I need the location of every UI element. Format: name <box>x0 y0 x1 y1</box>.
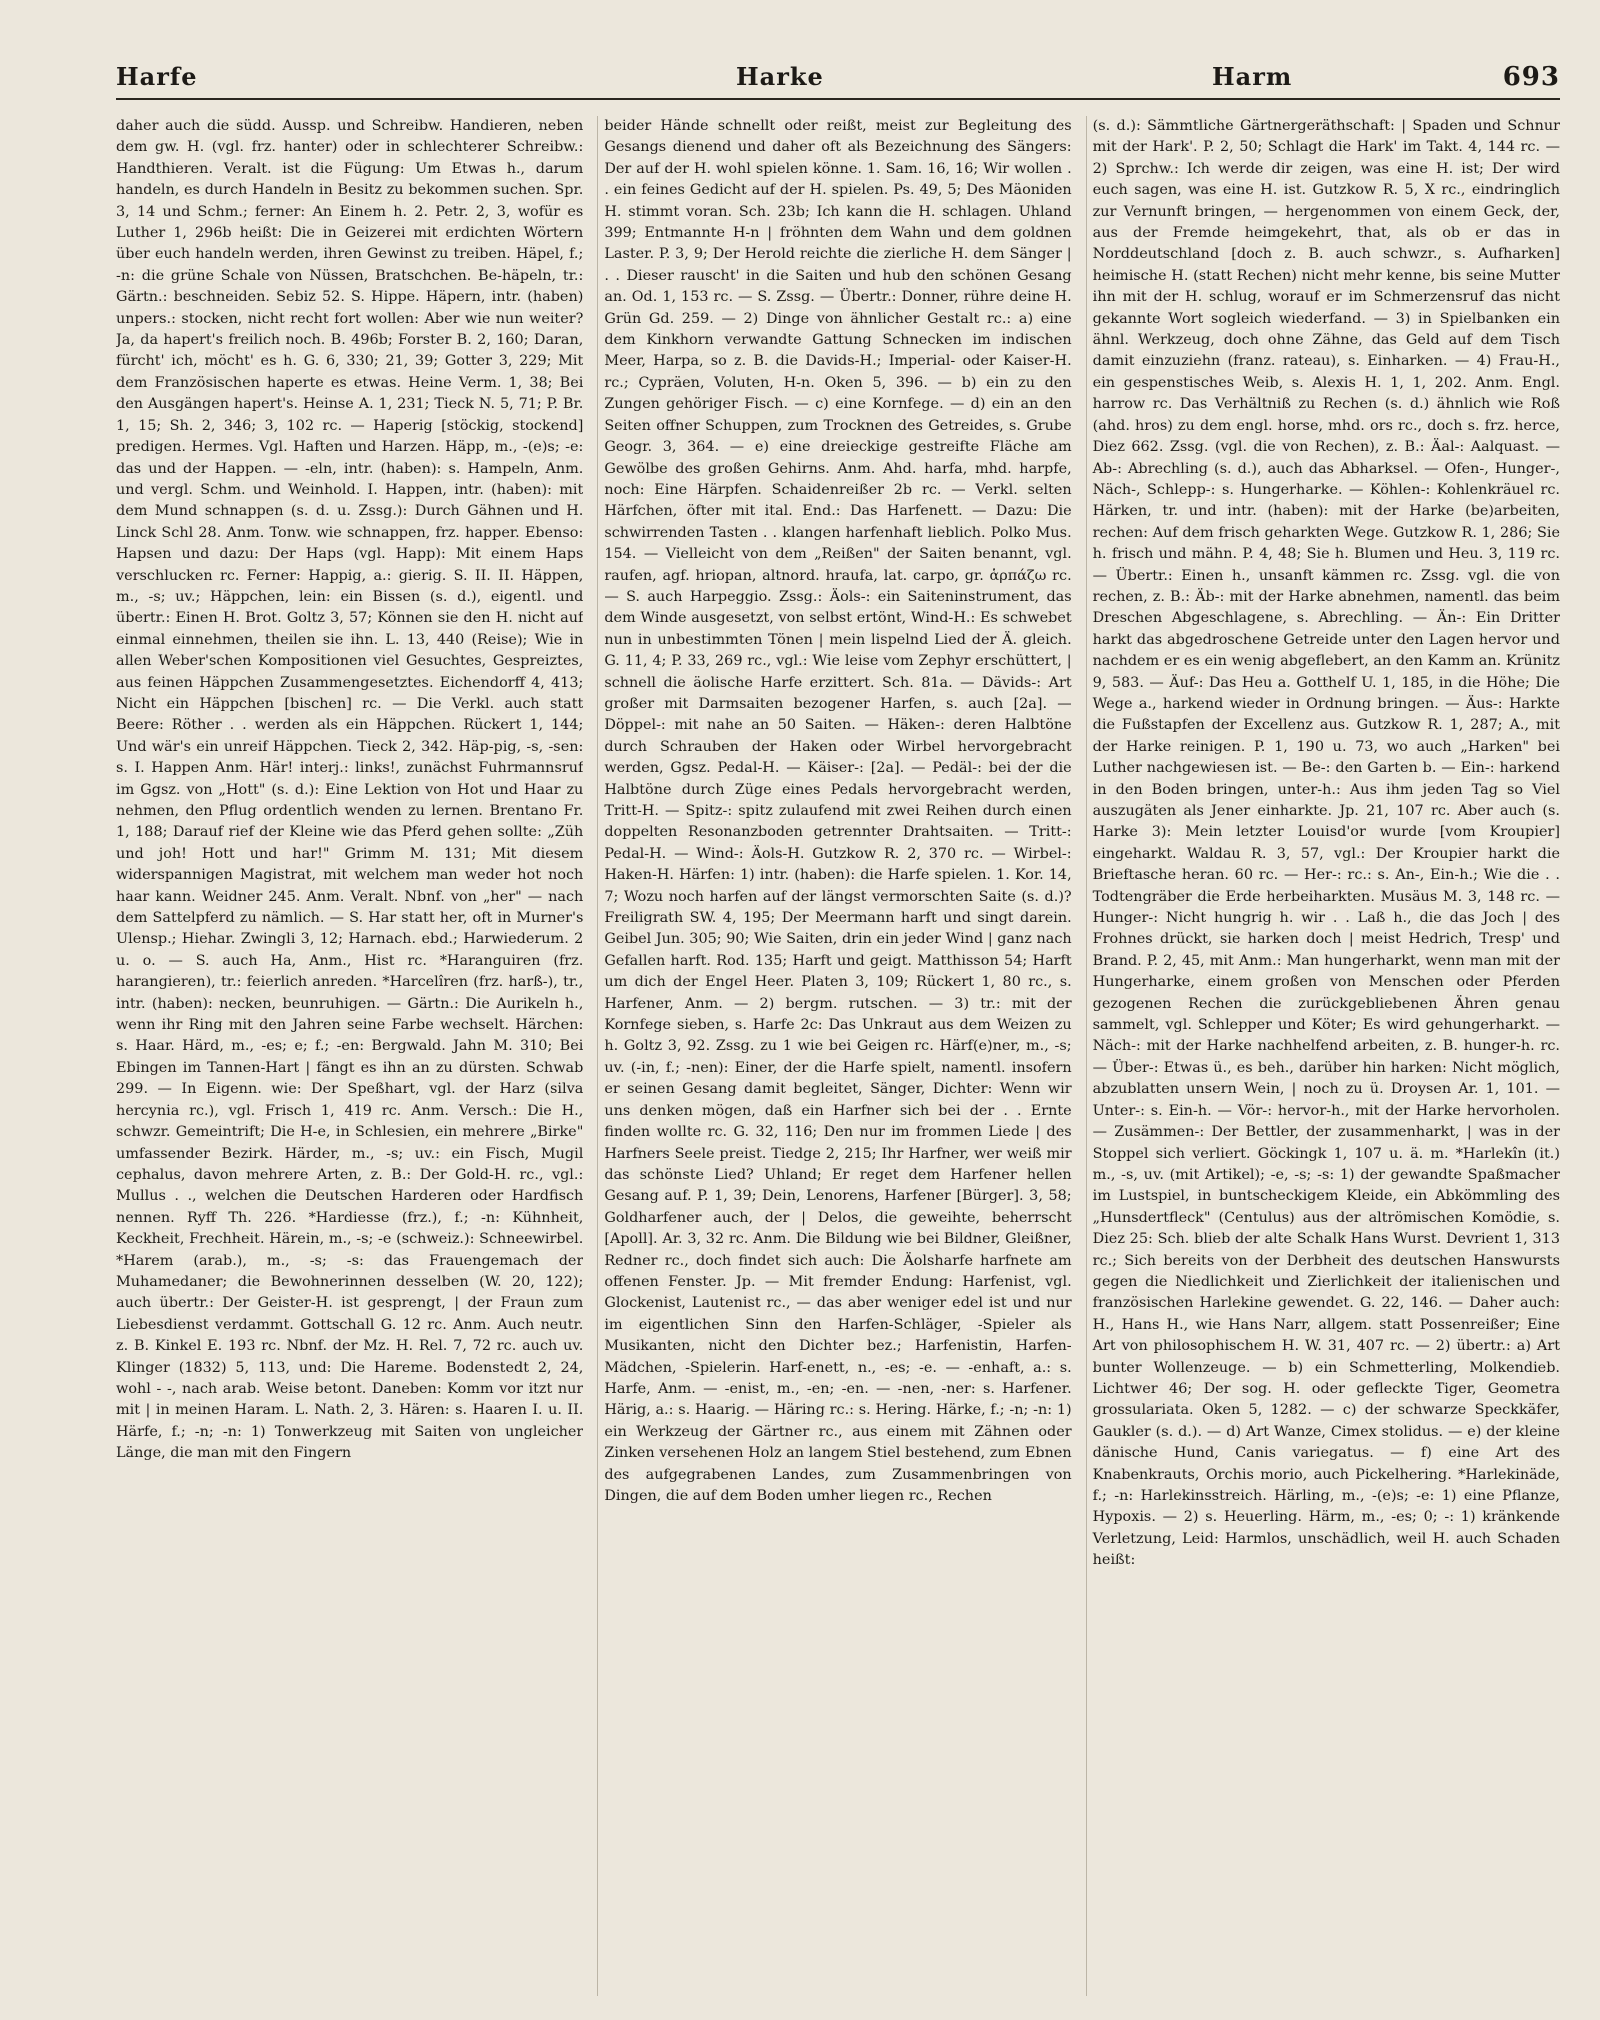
column-text: daher auch die südd. Aussp. und Schreibw. Handieren, neben dem gw. H. (vgl. frz. hanter) oder in schlechterer Schreibw.: Handthieren. Veralt. ist die Fügung: Um Etwas h., darum handeln, es durch Handeln in Besitz zu bekommen suchen. Spr. 3, 14 und Schm.; ferner: An Einem h. 2. Petr. 2, 3, wofür es Luther 1, 296b heißt: Die in Geizerei mit erdichten Wörtern über euch handeln werden, ihren Gewinst zu treiben. Häpel, f.; -n: die grüne Schale von Nüssen, Bratschchen. Be-häpeln, tr.: Gärtn.: beschneiden. Sebiz 52. S. Hippe. Häpern, intr. (haben) unpers.: stocken, nicht recht fort wollen: Aber wie nun weiter? Ja, da hapert's freilich noch. B. 496b; Forster B. 2, 160; Daran, fürcht' ich, möcht' es h. G. 6, 330; 21, 39; Gotter 3, 229; Mit dem Französischen haperte es etwas. Heine Verm. 1, 38; Bei den Ausgängen hapert's. Heinse A. 1, 231; Tieck N. 5, 71; P. Br. 1, 15; Sh. 2, 346; 3, 102 rc. — Haperig [stöckig, stockend] predigen. Hermes. Vgl. Haften und Harzen. Häpp, m., -(e)s; -e: das und der Happen. — -eln, intr. (haben): s. Hampeln, Anm. und vergl. Schm. und Weinhold. I. Happen, intr. (haben): mit dem Mund schnappen (s. d. u. Zssg.): Durch Gähnen und H. Linck Schl 28. Anm. Tonw. wie schnappen, frz. happer. Ebenso: Hapsen und dazu: Der Haps (vgl. Happ): Mit einem Haps verschlucken rc. Ferner: Happig, a.: gierig. S. II. II. Häppen, m., -s; uv.; Häppchen, lein: ein Bissen (s. d.), eigentl. und übertr.: Einen H. Brot. Goltz 3, 57; Können sie den H. nicht auf einmal einnehmen, theilen sie ihn. L. 13, 440 (Reise); Wie in allen Weber'schen Kompositionen viel Gesuchtes, Gespreiztes, aus feinen Häppchen Zusammengesetztes. Eichendorff 4, 413; Nicht ein Häppchen [bischen] rc. — Die Verkl. auch statt Beere: Röther . . werden als ein Häppchen. Rückert 1, 144; Und wär's ein unreif Häppchen. Tieck 2, 342. Häp-pig, -s, -sen: s. I. Happen Anm. Här! interj.: links!, zunächst Fuhrmannsruf im Ggsz. von „Hott" (s. d.): Eine Lektion von Hot und Haar zu nehmen, den Pflug ordentlich wenden zu lernen. Brentano Fr. 1, 188; Darauf rief der Kleine wie das Pferd gehen sollte: „Züh und joh! Hott und har!" Grimm M. 131; Mit diesem widerspannigen Magistrat, mit welchem man weder hot noch haar kann. Weidner 245. Anm. Veralt. Nbnf. von „her" — nach dem Sattelpferd zu nämlich. — S. Har statt her, oft in Murner's Ulensp.; Hiehar. Zwingli 3, 12; Harnach. ebd.; Harwiederum. 2 u. o. — S. auch Ha, Anm., Hist rc. *Haranguiren (frz. harangieren), tr.: feierlich anreden. *Harcelîren (frz. harß-), tr., intr. (haben): necken, beunruhigen. — Gärtn.: Die Aurikeln h., wenn ihr Ring mit den Jahren seine Farbe wechselt. Härchen: s. Haar. Härd, m., -es; e; f.; -en: Bergwald. Jahn M. 310; Bei Ebingen im Tannen-Hart | fängt es ihn an zu dürsten. Schwab 299. — In Eigenn. wie: Der Speßhart, vgl. der Harz (silva hercynia rc.), vgl. Frisch 1, 419 rc. Anm. Versch.: Die H., schwzr. Gemeintrift; Die H-e, in Schlesien, ein mehrere „Birke" umfassender Bezirk. Härder, m., -s; uv.: ein Fisch, Mugil cephalus, davon mehrere Arten, z. B.: Der Gold-H. rc., vgl.: Mullus . ., welchen die Deutschen Harderen oder Hardfisch nennen. Ryff Th. 226. *Hardiesse (frz.), f.; -n: Kühnheit, Keckheit, Frechheit. Härein, m., -s; -e (schweiz.): Schneewirbel. *Harem (arab.), m., -s; -s: das Frauengemach der Muhamedaner; die Bewohnerinnen desselben (W. 20, 122); auch übertr.: Der Geister-H. ist gesprengt, | der Fraun zum Liebesdienst verdammt. Gottschall G. 12 rc. Anm. Auch neutr. z. B. Kinkel E. 193 rc. Nbnf. der Mz. H. Rel. 7, 72 rc. auch uv. Klinger (1832) 5, 113, und: Die Hareme. Bodenstedt 2, 24, wohl - -, nach arab. Weise betont. Daneben: Komm vor itzt nur mit | in meinen Haram. L. Nath. 2, 3. Hären: s. Haaren I. u. II. Härfe, f.; -n; -n: 1) Tonwerkzeug mit Saiten von ungleicher Länge, die man mit den Fingern <box>116 118 584 1462</box>
center-guide-word: Harke <box>736 62 824 91</box>
left-guide-word: Harfe <box>116 62 198 91</box>
column-text: beider Hände schnellt oder reißt, meist zur Begleitung des Gesangs dienend und daher oft als Bezeichnung des Sängers: Der auf der H. wohl spielen könne. 1. Sam. 16, 16; Wir wollen . . ein feines Gedicht auf der H. spielen. Ps. 49, 5; Des Mäoniden H. stimmt voran. Sch. 23b; Ich kann die H. schlagen. Uhland 399; Entmannte H-n | fröhnten dem Wahn und dem goldnen Laster. P. 3, 9; Der Herold reichte die zierliche H. dem Sänger | . . Dieser rauscht' in die Saiten und hub den schönen Gesang an. Od. 1, 153 rc. — S. Zssg. — Übertr.: Donner, rühre deine H. Grün Gd. 259. — 2) Dinge von ähnlicher Gestalt rc.: a) eine dem Kinkhorn verwandte Gattung Schnecken im indischen Meer, Harpa, so z. B. die Davids-H.; Imperial- oder Kaiser-H. rc.; Cypräen, Voluten, H-n. Oken 5, 396. — b) ein zu den Zungen gehöriger Fisch. — c) eine Kornfege. — d) ein an den Seiten offner Schuppen, zum Trocknen des Getreides, s. Grube Geogr. 3, 364. — e) eine dreieckige gestreifte Fläche am Gewölbe des großen Gehirns. Anm. Ahd. harfa, mhd. harpfe, noch: Eine Härpfen. Schaidenreißer 2b rc. — Verkl. selten Härfchen, öfter mit ital. End.: Das Harfenett. — Dazu: Die schwirrenden Tasten . . klangen harfenhaft lieblich. Polko Mus. 154. — Vielleicht von dem „Reißen" der Saiten benannt, vgl. raufen, agf. hriopan, altnord. hraufa, lat. carpo, gr. ἁρπάζω rc. — S. auch Harpeggio. Zssg.: Äols-: ein Saiteninstrument, das dem Winde ausgesetzt, von selbst ertönt, Wind-H.: Es schwebet nun in unbestimmten Tönen | mein lispelnd Lied der Ä. gleich. G. 11, 4; P. 33, 269 rc., vgl.: Wie leise vom Zephyr erschüttert, | schnell die äolische Harfe erzittert. Sch. 81a. — Dävids-: Art großer mit Darmsaiten bezogener Harfen, s. auch [2a]. — Döppel-: mit nahe an 50 Saiten. — Häken-: deren Halbtöne durch Schrauben der Haken oder Wirbel hervorgebracht werden, Ggsz. Pedal-H. — Käiser-: [2a]. — Pedäl-: bei der die Halbtöne durch Züge eines Pedals hervorgebracht werden, Tritt-H. — Spitz-: spitz zulaufend mit zwei Reihen durch einen doppelten Resonanzboden getrennter Drahtsaiten. — Tritt-: Pedal-H. — Wind-: Äols-H. Gutzkow R. 2, 370 rc. — Wirbel-: Haken-H. Härfen: 1) intr. (haben): die Harfe spielen. 1. Kor. 14, 7; Wozu noch harfen auf der längst vermorschten Saite (s. d.)? Freiligrath SW. 4, 195; Der Meermann harft und singt darein. Geibel Jun. 305; 90; Wie Saiten, drin ein jeder Wind | ganz nach Gefallen harft. Rod. 135; Harft und geigt. Matthisson 54; Harft um dich der Engel Heer. Platen 3, 109; Rückert 1, 80 rc., s. Harfener, Anm. — 2) bergm. rutschen. — 3) tr.: mit der Kornfege sieben, s. Harfe 2c: Das Unkraut aus dem Weizen zu h. Goltz 3, 92. Zssg. zu 1 wie bei Geigen rc. Härf(e)ner, m., -s; uv. (-in, f.; -nen): Einer, der die Harfe spielt, namentl. insofern er seinen Gesang damit begleitet, Sänger, Dichter: Wenn wir uns denken mögen, daß ein Harfner sich bei der . . Ernte finden wollte rc. G. 32, 116; Den nur im frommen Liede | des Harfners Seele preist. Tiedge 2, 215; Ihr Harfner, wer weiß mir das schönste Lied? Uhland; Er reget dem Harfener hellen Gesang auf. P. 1, 39; Dein, Lenorens, Harfener [Bürger]. 3, 58; Goldharfener auch, der | Delos, die geweihte, beherrscht [Apoll]. Ar. 3, 32 rc. Anm. Die Bildung wie bei Bildner, Gleißner, Redner rc., doch findet sich auch: Die Äolsharfe harfnete am offenen Fenster. Jp. — Mit fremder Endung: Harfenist, vgl. Glockenist, Lautenist rc., — das aber weniger edel ist und nur im eigentlichen Sinn den Harfen-Schläger, -Spieler als Musikanten, nicht den Dichter bez.; Harfenistin, Harfen-Mädchen, -Spielerin. Harf-enett, n., -es; -e. — -enhaft, a.: s. Harfe, Anm. — -enist, m., -en; -en. — -nen, -ner: s. Harfener. Härig, a.: s. Haarig. — Häring rc.: s. Hering. Härke, f.; -n; -n: 1) ein Werkzeug der Gärtner rc., aus einem mit Zähnen oder Zinken versehenen Holz an langem Stiel bestehend, zum Ebnen des aufgegrabenen Landes, zum Zusammenbringen von Dingen, die auf dem Boden umher liegen rc., Rechen <box>604 118 1072 1504</box>
text-columns <box>116 116 1560 1996</box>
column-text: (s. d.): Sämmtliche Gärtnergeräthschaft: | Spaden und Schnur mit der Hark'. P. 2, 50; Schlagt die Hark' im Takt. 4, 144 rc. — 2) Sprchw.: Ich werde dir zeigen, was eine H. ist; Der wird euch sagen, was eine H. ist. Gutzkow R. 5, X rc., eindringlich zur Vernunft bringen, — hergenommen von einem Geck, der, aus der Fremde heimgekehrt, that, als ob er das in Norddeutschland [doch z. B. auch schwzr., s. Aufharken] heimische H. (statt Rechen) nicht mehr kenne, bis seine Mutter ihn mit der H. schlug, worauf er im Schmerzensruf das nicht gekannte Wort sogleich wiederfand. — 3) in Spielbanken ein ähnl. Werkzeug, doch ohne Zähne, das Geld auf dem Tisch damit einzuziehn (franz. rateau), s. Einharken. — 4) Frau-H., ein gespenstisches Weib, s. Alexis H. 1, 1, 202. Anm. Engl. harrow rc. Das Verhältniß zu Rechen (s. d.) ähnlich wie Roß (ahd. hros) zu dem engl. horse, mhd. ors rc., doch s. frz. herce, Diez 662. Zssg. (vgl. die von Rechen), z. B.: Äal-: Aalquast. — Ab-: Abrechling (s. d.), auch das Abharksel. — Ofen-, Hunger-, Näch-, Schlepp-: s. Hungerharke. — Köhlen-: Kohlenkräuel rc. Härken, tr. und intr. (haben): mit der Harke (be)arbeiten, rechen: Auf dem frisch geharkten Wege. Gutzkow R. 1, 286; Sie h. frisch und mähn. P. 4, 48; Sie h. Blumen und Heu. 3, 119 rc. — Übertr.: Einen h., unsanft kämmen rc. Zssg. vgl. die von rechen, z. B.: Äb-: mit der Harke abnehmen, namentl. das beim Dreschen Abgeschlagene, s. Abrechling. — Än-: Ein Dritter harkt das abgedroschene Getreide unter den Lagen hervor und nachdem er es ein wenig abgeflebert, an den Kamm an. Krünitz 9, 583. — Äuf-: Das Heu a. Gotthelf U. 1, 185, in die Höhe; Die Wege a., harkend wieder in Ordnung bringen. — Äus-: Harkte die Fußstapfen der Excellenz aus. Gutzkow R. 1, 287; A., mit der Harke reinigen. P. 1, 190 u. 73, wo auch „Harken" bei Luther nachgewiesen ist. — Be-: den Garten b. — Ein-: harkend in den Boden bringen, unter-h.: Aus ihm jeden Tag so Viel auszugäten als Jener einharkte. Jp. 21, 107 rc. Aber auch (s. Harke 3): Mein letzter Louisd'or wurde [vom Kroupier] eingeharkt. Waldau R. 3, 57, vgl.: Der Kroupier harkt die Brieftasche heran. 60 rc. — Her-: rc.: s. An-, Ein-h.; Wie die . . Todtengräber die Erde herbeiharkten. Musäus M. 3, 148 rc. — Hunger-: Nicht hungrig h. wir . . Laß h., die das Joch | des Frohnes drückt, sie harken doch | meist Hedrich, Tresp' und Brand. P. 2, 45, mit Anm.: Man hungerharkt, wenn man mit der Hungerharke, einem großen von Menschen oder Pferden gezogenen Rechen die zurückgebliebenen Ähren genau sammelt, vgl. Schlepper und Köter; Es wird gehungerharkt. — Näch-: mit der Harke nachhelfend arbeiten, z. B. hunger-h. rc. — Über-: Etwas ü., es beh., darüber hin harken: Nicht möglich, abzublatten unsern Wein, | noch zu ü. Droysen Ar. 1, 101. — Unter-: s. Ein-h. — Vör-: hervor-h., mit der Harke hervorholen. — Zusämmen-: Der Bettler, der zusammenharkt, | was in der Stoppel sich verliert. Göckingk 1, 107 u. ä. m. *Harlekîn (it.) m., -s, uv. (mit Artikel); -e, -s; -s: 1) der gewandte Spaßmacher im Lustspiel, in buntscheckigem Kleide, ein Abkömmling des „Hunsdertfleck" (Centulus) aus der altrömischen Komödie, s. Diez 25: Sch. blieb der alte Schalk Hans Wurst. Devrient 1, 313 rc.; Sich bereits von der Derbheit des deutschen Hanswursts gegen die Niedlichkeit und Zierlichkeit der italienischen und französischen Harlekine gewendet. G. 22, 146. — Daher auch: H., Hans H., wie Hans Narr, allgem. statt Possenreißer; Eine Art von philosophischem H. W. 31, 407 rc. — 2) übertr.: a) Art bunter Wollenzeuge. — b) ein Schmetterling, Molkendieb. Lichtwer 46; Der sog. H. oder gefleckte Tiger, Geometra grossulariata. Oken 5, 1282. — c) der schwarze Speckkäfer, Gaukler (s. d.). — d) Art Wanze, Cimex stolidus. — e) der kleine dänische Hund, Canis variegatus. — f) eine Art des Knabenkrauts, Orchis morio, auch Pickelhering. *Harlekinäde, f.; -n: Harlekinsstreich. Härling, m., -(e)s; -e: 1) eine Pflanze, Hypoxis. — 2) s. Heuerling. Härm, m., -es; 0; -: 1) kränkende Verletzung, Leid: Harmlos, unschädlich, weil H. auch Schaden heißt: <box>1092 118 1560 1569</box>
page-header <box>116 62 1560 100</box>
right-guide-word: Harm <box>1212 62 1293 91</box>
column-middle <box>597 116 1071 1996</box>
page-number: 693 <box>1502 62 1560 92</box>
column-left <box>116 116 583 1996</box>
column-right <box>1086 116 1560 1996</box>
